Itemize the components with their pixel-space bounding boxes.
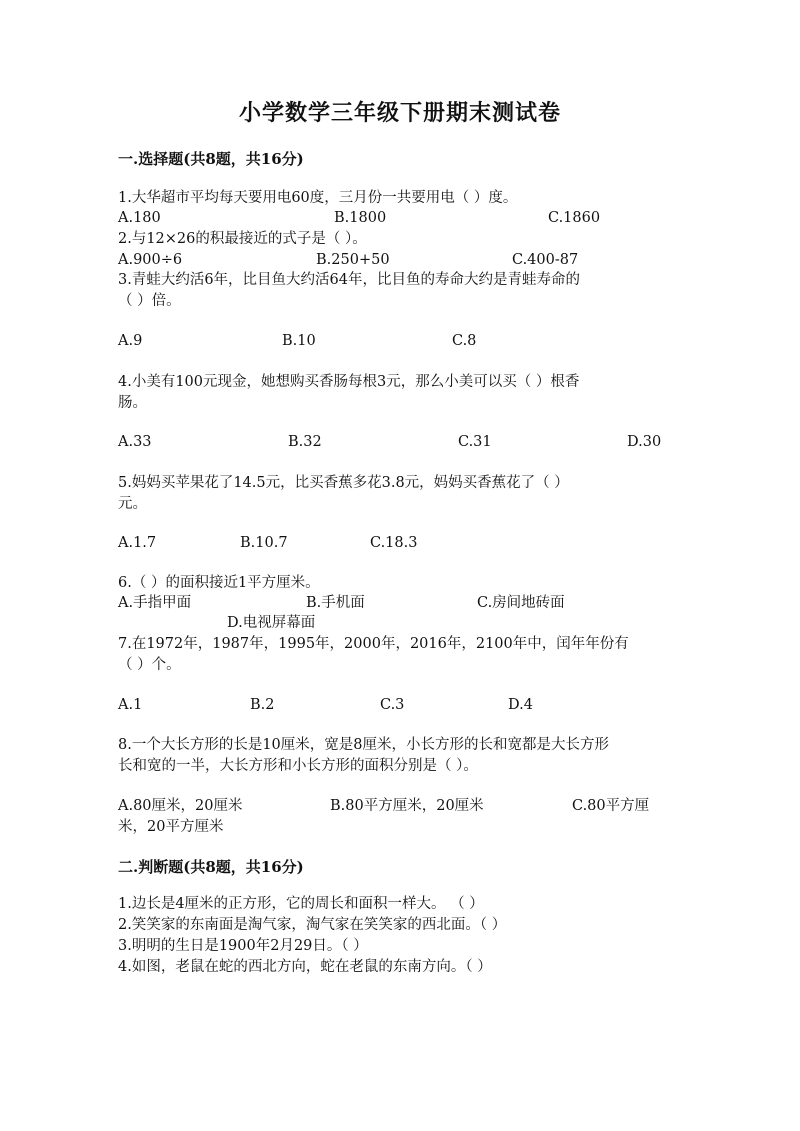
question-7-option-d: D.4 [508,697,533,713]
question-3-option-a: A.9 [118,333,143,349]
question-8-option-b: B.80平方厘米，20厘米 [330,798,484,814]
judge-question-3: 3.明明的生日是1900年2月29日。（ ） [118,938,368,954]
question-3-text-line2: （ ）倍。 [118,293,181,309]
question-6-option-b: B.手机面 [306,595,365,611]
question-6-text: 6.（ ）的面积接近1平方厘米。 [118,575,320,591]
page-title: 小学数学三年级下册期末测试卷 [238,100,561,126]
question-2-option-a: A.900÷6 [118,252,183,268]
question-3-text-line1: 3.青蛙大约活6年，比目鱼大约活64年，比目鱼的寿命大约是青蛙寿命的 [118,272,581,288]
question-3-option-b: B.10 [282,333,316,349]
question-3-option-c: C.8 [452,333,477,349]
question-2-text: 2.与12×26的积最接近的式子是（ ）。 [118,231,367,247]
question-7-option-a: A.1 [118,697,143,713]
question-8-option-c: C.80平方厘 [572,798,650,814]
section-heading-choice: 一.选择题(共8题，共16分) [118,150,304,168]
question-1-text: 1.大华超市平均每天要用电60度，三月份一共要用电（ ）度。 [118,190,518,206]
question-8-option-a: A.80厘米，20厘米 [118,798,243,814]
question-5-text-line2: 元。 [118,496,147,512]
judge-question-2: 2.笑笑家的东南面是淘气家，淘气家在笑笑家的西北面。（ ） [118,917,507,933]
question-6-option-d: D.电视屏幕面 [227,615,316,631]
question-1-option-c: C.1860 [548,210,601,226]
section-heading-true-false: 二.判断题(共8题，共16分) [118,858,304,876]
question-5-option-a: A.1.7 [118,535,157,551]
question-6-option-c: C.房间地砖面 [477,595,565,611]
question-5-option-b: B.10.7 [240,535,288,551]
question-4-option-d: D.30 [627,434,662,450]
question-8-text-line2: 长和宽的一半，大长方形和小长方形的面积分别是（ ）。 [118,758,478,774]
question-4-option-a: A.33 [118,434,152,450]
judge-question-4: 4.如图，老鼠在蛇的西北方向，蛇在老鼠的东南方向。（ ） [118,959,492,975]
question-8-text-line1: 8.一个大长方形的长是10厘米，宽是8厘米，小长方形的长和宽都是大长方形 [118,737,610,753]
question-4-text-line2: 肠。 [118,395,147,411]
judge-question-1: 1.边长是4厘米的正方形，它的周长和面积一样大。 （ ） [118,896,484,912]
question-8-option-c-continued: 米，20平方厘米 [118,819,224,835]
question-7-text-line2: （ ）个。 [118,657,181,673]
question-2-option-b: B.250+50 [316,252,390,268]
question-4-option-b: B.32 [288,434,322,450]
question-5-text-line1: 5.妈妈买苹果花了14.5元，比买香蕉多花3.8元，妈妈买香蕉花了（ ） [118,475,569,491]
question-6-option-a: A.手指甲面 [118,595,192,611]
question-7-option-c: C.3 [380,697,405,713]
question-4-text-line1: 4.小美有100元现金，她想购买香肠每根3元，那么小美可以买（ ）根香 [118,374,580,390]
question-1-option-b: B.1800 [334,210,387,226]
question-1-option-a: A.180 [118,210,161,226]
question-7-option-b: B.2 [250,697,275,713]
question-5-option-c: C.18.3 [370,535,418,551]
question-7-text-line1: 7.在1972年，1987年，1995年，2000年，2016年，2100年中，闰年年份有 [118,636,629,652]
question-4-option-c: C.31 [458,434,492,450]
question-2-option-c: C.400-87 [512,252,579,268]
